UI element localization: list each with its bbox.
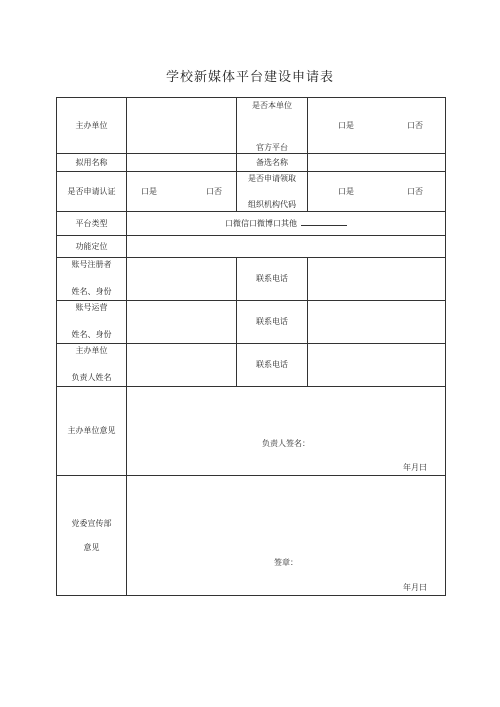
label-contact-phone: 联系电话 bbox=[237, 301, 308, 344]
yes-checkbox[interactable]: 口是 bbox=[141, 186, 157, 196]
row-operator bbox=[57, 301, 446, 344]
is-official-line2: 官方平台 bbox=[256, 142, 288, 152]
input-function[interactable] bbox=[127, 236, 446, 258]
operator-line1: 账号运营 bbox=[75, 303, 108, 312]
org-code-line1: 是否申请领取 bbox=[248, 173, 296, 183]
operator-line2: 姓名、身份 bbox=[71, 330, 112, 340]
row-host-unit bbox=[57, 98, 446, 154]
input-registrant-phone[interactable] bbox=[308, 258, 446, 301]
yes-checkbox[interactable]: 口是 bbox=[338, 186, 354, 196]
page-title: 学校新媒体平台建设申请表 bbox=[165, 70, 334, 85]
row-names bbox=[57, 154, 446, 172]
input-host-unit[interactable] bbox=[127, 98, 237, 154]
row-leader bbox=[57, 344, 446, 387]
row-function bbox=[57, 236, 446, 258]
registrant-line1: 账号注册者 bbox=[71, 260, 112, 269]
date-label: 年月曰 bbox=[403, 463, 427, 472]
leader-signature-label: 负责人签名： bbox=[262, 439, 310, 448]
application-form bbox=[56, 97, 446, 596]
other-blank[interactable] bbox=[301, 219, 347, 226]
input-operator[interactable] bbox=[127, 301, 237, 344]
label-platform-type: 平台类型 bbox=[57, 212, 127, 236]
input-operator-phone[interactable] bbox=[308, 301, 446, 344]
area-host-opinion[interactable] bbox=[127, 387, 446, 476]
yes-checkbox[interactable]: 口是 bbox=[338, 120, 354, 130]
row-registrant bbox=[57, 258, 446, 301]
label-proposed-name: 拟用名称 bbox=[57, 154, 127, 172]
no-checkbox[interactable]: 口否 bbox=[407, 186, 423, 196]
choice-is-official[interactable] bbox=[308, 98, 446, 154]
no-checkbox[interactable]: 口否 bbox=[206, 186, 222, 196]
row-host-opinion bbox=[57, 387, 446, 476]
choice-apply-cert[interactable] bbox=[127, 172, 237, 212]
org-code-line2: 组织机构代码 bbox=[248, 199, 296, 209]
input-proposed-name[interactable] bbox=[127, 154, 237, 172]
row-party-opinion bbox=[57, 476, 446, 596]
party-line2: 意见 bbox=[83, 542, 100, 552]
input-registrant[interactable] bbox=[127, 258, 237, 301]
label-host-unit: 主办单位 bbox=[57, 98, 127, 154]
date-label: 年月曰 bbox=[403, 583, 427, 592]
label-host-opinion: 主办单位意见 bbox=[57, 387, 127, 476]
registrant-line2: 姓名、身份 bbox=[71, 287, 112, 297]
label-registrant bbox=[57, 258, 127, 301]
label-alt-name: 备选名称 bbox=[237, 154, 308, 172]
leader-line1: 主办单位 bbox=[75, 346, 108, 355]
area-party-opinion[interactable] bbox=[127, 476, 446, 596]
label-function: 功能定位 bbox=[57, 236, 127, 258]
seal-label: 签章： bbox=[274, 558, 298, 567]
label-leader bbox=[57, 344, 127, 387]
choice-platform-type[interactable] bbox=[127, 212, 446, 236]
input-alt-name[interactable] bbox=[308, 154, 446, 172]
is-official-line1: 是否本单位 bbox=[252, 100, 292, 110]
choice-org-code[interactable] bbox=[308, 172, 446, 212]
row-platform-type bbox=[57, 212, 446, 236]
row-certification bbox=[57, 172, 446, 212]
label-contact-phone: 联系电话 bbox=[237, 258, 308, 301]
label-contact-phone: 联系电话 bbox=[237, 344, 308, 387]
label-apply-cert: 是否申请认证 bbox=[57, 172, 127, 212]
leader-line2: 负责人姓名 bbox=[71, 373, 112, 383]
no-checkbox[interactable]: 口否 bbox=[407, 120, 423, 130]
label-org-code bbox=[237, 172, 308, 212]
input-leader-phone[interactable] bbox=[308, 344, 446, 387]
label-party-opinion bbox=[57, 476, 127, 596]
platform-options[interactable]: 口微信口微博口其他 bbox=[225, 218, 297, 228]
label-is-official bbox=[237, 98, 308, 154]
input-leader[interactable] bbox=[127, 344, 237, 387]
party-line1: 党委宣传部 bbox=[71, 518, 112, 528]
label-operator bbox=[57, 301, 127, 344]
